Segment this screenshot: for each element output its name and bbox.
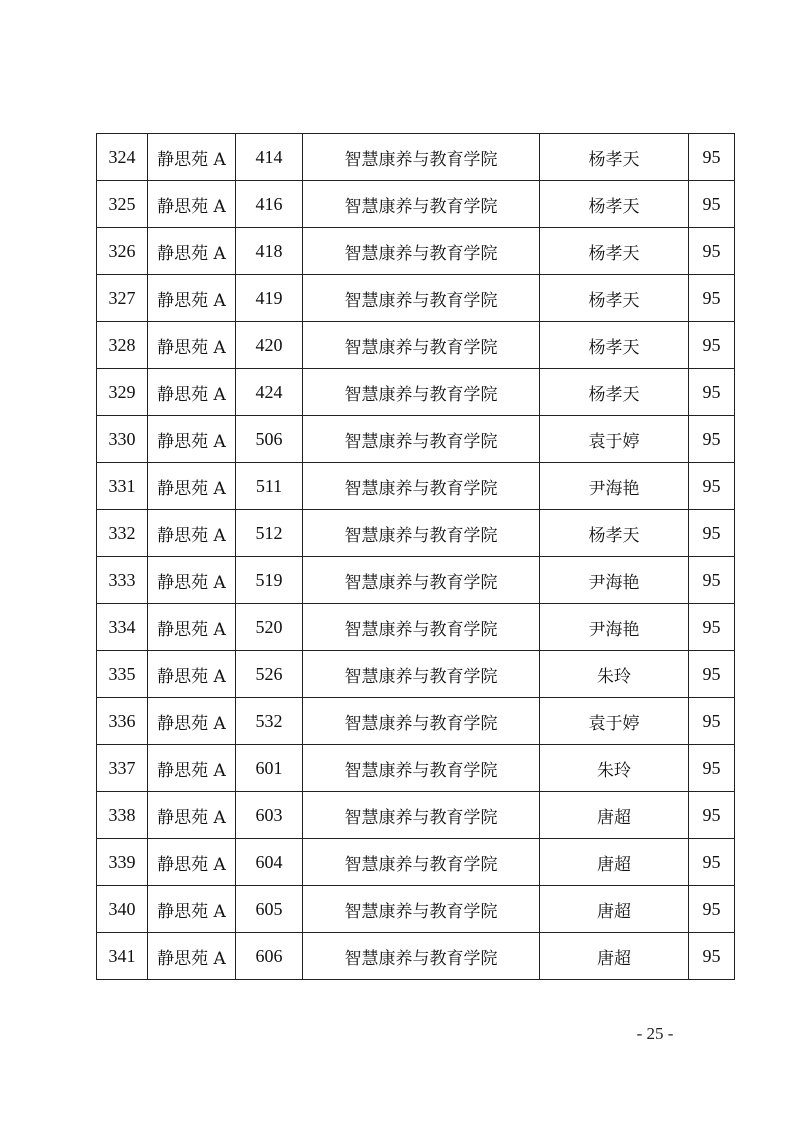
score-cell: 95 bbox=[689, 933, 735, 980]
room-number-cell: 604 bbox=[236, 839, 303, 886]
row-number-cell: 326 bbox=[97, 228, 148, 275]
row-number-cell: 341 bbox=[97, 933, 148, 980]
building-cell: 静思苑 A bbox=[148, 134, 236, 181]
counselor-cell: 杨孝天 bbox=[540, 510, 689, 557]
counselor-cell: 唐超 bbox=[540, 933, 689, 980]
college-cell: 智慧康养与教育学院 bbox=[303, 416, 540, 463]
college-cell: 智慧康养与教育学院 bbox=[303, 275, 540, 322]
score-cell: 95 bbox=[689, 886, 735, 933]
table-row bbox=[97, 886, 735, 933]
college-cell: 智慧康养与教育学院 bbox=[303, 886, 540, 933]
building-cell: 静思苑 A bbox=[148, 181, 236, 228]
room-number-cell: 420 bbox=[236, 322, 303, 369]
room-number-cell: 601 bbox=[236, 745, 303, 792]
room-number-cell: 414 bbox=[236, 134, 303, 181]
counselor-cell: 尹海艳 bbox=[540, 604, 689, 651]
college-cell: 智慧康养与教育学院 bbox=[303, 745, 540, 792]
score-cell: 95 bbox=[689, 322, 735, 369]
college-cell: 智慧康养与教育学院 bbox=[303, 651, 540, 698]
building-cell: 静思苑 A bbox=[148, 933, 236, 980]
building-cell: 静思苑 A bbox=[148, 463, 236, 510]
table-row bbox=[97, 275, 735, 322]
score-cell: 95 bbox=[689, 369, 735, 416]
college-cell: 智慧康养与教育学院 bbox=[303, 322, 540, 369]
college-cell: 智慧康养与教育学院 bbox=[303, 792, 540, 839]
counselor-cell: 唐超 bbox=[540, 886, 689, 933]
table-row bbox=[97, 510, 735, 557]
table-row bbox=[97, 792, 735, 839]
college-cell: 智慧康养与教育学院 bbox=[303, 181, 540, 228]
room-number-cell: 418 bbox=[236, 228, 303, 275]
room-number-cell: 511 bbox=[236, 463, 303, 510]
row-number-cell: 327 bbox=[97, 275, 148, 322]
room-number-cell: 606 bbox=[236, 933, 303, 980]
row-number-cell: 333 bbox=[97, 557, 148, 604]
building-cell: 静思苑 A bbox=[148, 369, 236, 416]
score-cell: 95 bbox=[689, 557, 735, 604]
dormitory-score-table bbox=[96, 133, 735, 980]
room-number-cell: 526 bbox=[236, 651, 303, 698]
room-number-cell: 519 bbox=[236, 557, 303, 604]
building-cell: 静思苑 A bbox=[148, 557, 236, 604]
row-number-cell: 335 bbox=[97, 651, 148, 698]
counselor-cell: 杨孝天 bbox=[540, 369, 689, 416]
building-cell: 静思苑 A bbox=[148, 322, 236, 369]
score-cell: 95 bbox=[689, 839, 735, 886]
table-row bbox=[97, 322, 735, 369]
page-number: - 25 - bbox=[636, 1024, 674, 1043]
score-cell: 95 bbox=[689, 228, 735, 275]
college-cell: 智慧康养与教育学院 bbox=[303, 369, 540, 416]
counselor-cell: 杨孝天 bbox=[540, 181, 689, 228]
row-number-cell: 334 bbox=[97, 604, 148, 651]
college-cell: 智慧康养与教育学院 bbox=[303, 698, 540, 745]
building-cell: 静思苑 A bbox=[148, 228, 236, 275]
score-cell: 95 bbox=[689, 510, 735, 557]
room-number-cell: 424 bbox=[236, 369, 303, 416]
college-cell: 智慧康养与教育学院 bbox=[303, 933, 540, 980]
college-cell: 智慧康养与教育学院 bbox=[303, 839, 540, 886]
table-row bbox=[97, 463, 735, 510]
room-number-cell: 416 bbox=[236, 181, 303, 228]
table-row bbox=[97, 651, 735, 698]
score-cell: 95 bbox=[689, 745, 735, 792]
building-cell: 静思苑 A bbox=[148, 275, 236, 322]
row-number-cell: 332 bbox=[97, 510, 148, 557]
college-cell: 智慧康养与教育学院 bbox=[303, 557, 540, 604]
building-cell: 静思苑 A bbox=[148, 698, 236, 745]
score-cell: 95 bbox=[689, 792, 735, 839]
row-number-cell: 337 bbox=[97, 745, 148, 792]
counselor-cell: 唐超 bbox=[540, 839, 689, 886]
counselor-cell: 唐超 bbox=[540, 792, 689, 839]
counselor-cell: 尹海艳 bbox=[540, 557, 689, 604]
room-number-cell: 419 bbox=[236, 275, 303, 322]
row-number-cell: 331 bbox=[97, 463, 148, 510]
row-number-cell: 328 bbox=[97, 322, 148, 369]
counselor-cell: 杨孝天 bbox=[540, 322, 689, 369]
room-number-cell: 520 bbox=[236, 604, 303, 651]
room-number-cell: 506 bbox=[236, 416, 303, 463]
college-cell: 智慧康养与教育学院 bbox=[303, 604, 540, 651]
score-cell: 95 bbox=[689, 651, 735, 698]
room-number-cell: 605 bbox=[236, 886, 303, 933]
building-cell: 静思苑 A bbox=[148, 651, 236, 698]
row-number-cell: 340 bbox=[97, 886, 148, 933]
counselor-cell: 朱玲 bbox=[540, 745, 689, 792]
row-number-cell: 336 bbox=[97, 698, 148, 745]
building-cell: 静思苑 A bbox=[148, 792, 236, 839]
table-row bbox=[97, 604, 735, 651]
college-cell: 智慧康养与教育学院 bbox=[303, 510, 540, 557]
score-cell: 95 bbox=[689, 416, 735, 463]
room-number-cell: 532 bbox=[236, 698, 303, 745]
row-number-cell: 330 bbox=[97, 416, 148, 463]
room-number-cell: 512 bbox=[236, 510, 303, 557]
building-cell: 静思苑 A bbox=[148, 604, 236, 651]
counselor-cell: 杨孝天 bbox=[540, 134, 689, 181]
row-number-cell: 338 bbox=[97, 792, 148, 839]
table-row bbox=[97, 557, 735, 604]
building-cell: 静思苑 A bbox=[148, 839, 236, 886]
row-number-cell: 329 bbox=[97, 369, 148, 416]
table-row bbox=[97, 181, 735, 228]
score-cell: 95 bbox=[689, 698, 735, 745]
table-body bbox=[97, 134, 735, 980]
table-row bbox=[97, 228, 735, 275]
building-cell: 静思苑 A bbox=[148, 745, 236, 792]
counselor-cell: 袁于婷 bbox=[540, 698, 689, 745]
score-cell: 95 bbox=[689, 181, 735, 228]
score-cell: 95 bbox=[689, 604, 735, 651]
building-cell: 静思苑 A bbox=[148, 886, 236, 933]
building-cell: 静思苑 A bbox=[148, 510, 236, 557]
table-row bbox=[97, 698, 735, 745]
row-number-cell: 324 bbox=[97, 134, 148, 181]
table-row bbox=[97, 745, 735, 792]
table-row bbox=[97, 839, 735, 886]
counselor-cell: 杨孝天 bbox=[540, 228, 689, 275]
building-cell: 静思苑 A bbox=[148, 416, 236, 463]
counselor-cell: 尹海艳 bbox=[540, 463, 689, 510]
score-cell: 95 bbox=[689, 463, 735, 510]
college-cell: 智慧康养与教育学院 bbox=[303, 134, 540, 181]
table-row bbox=[97, 416, 735, 463]
college-cell: 智慧康养与教育学院 bbox=[303, 463, 540, 510]
counselor-cell: 朱玲 bbox=[540, 651, 689, 698]
college-cell: 智慧康养与教育学院 bbox=[303, 228, 540, 275]
score-cell: 95 bbox=[689, 275, 735, 322]
counselor-cell: 杨孝天 bbox=[540, 275, 689, 322]
table-row bbox=[97, 134, 735, 181]
row-number-cell: 325 bbox=[97, 181, 148, 228]
table-row bbox=[97, 933, 735, 980]
table-row bbox=[97, 369, 735, 416]
counselor-cell: 袁于婷 bbox=[540, 416, 689, 463]
row-number-cell: 339 bbox=[97, 839, 148, 886]
room-number-cell: 603 bbox=[236, 792, 303, 839]
score-cell: 95 bbox=[689, 134, 735, 181]
